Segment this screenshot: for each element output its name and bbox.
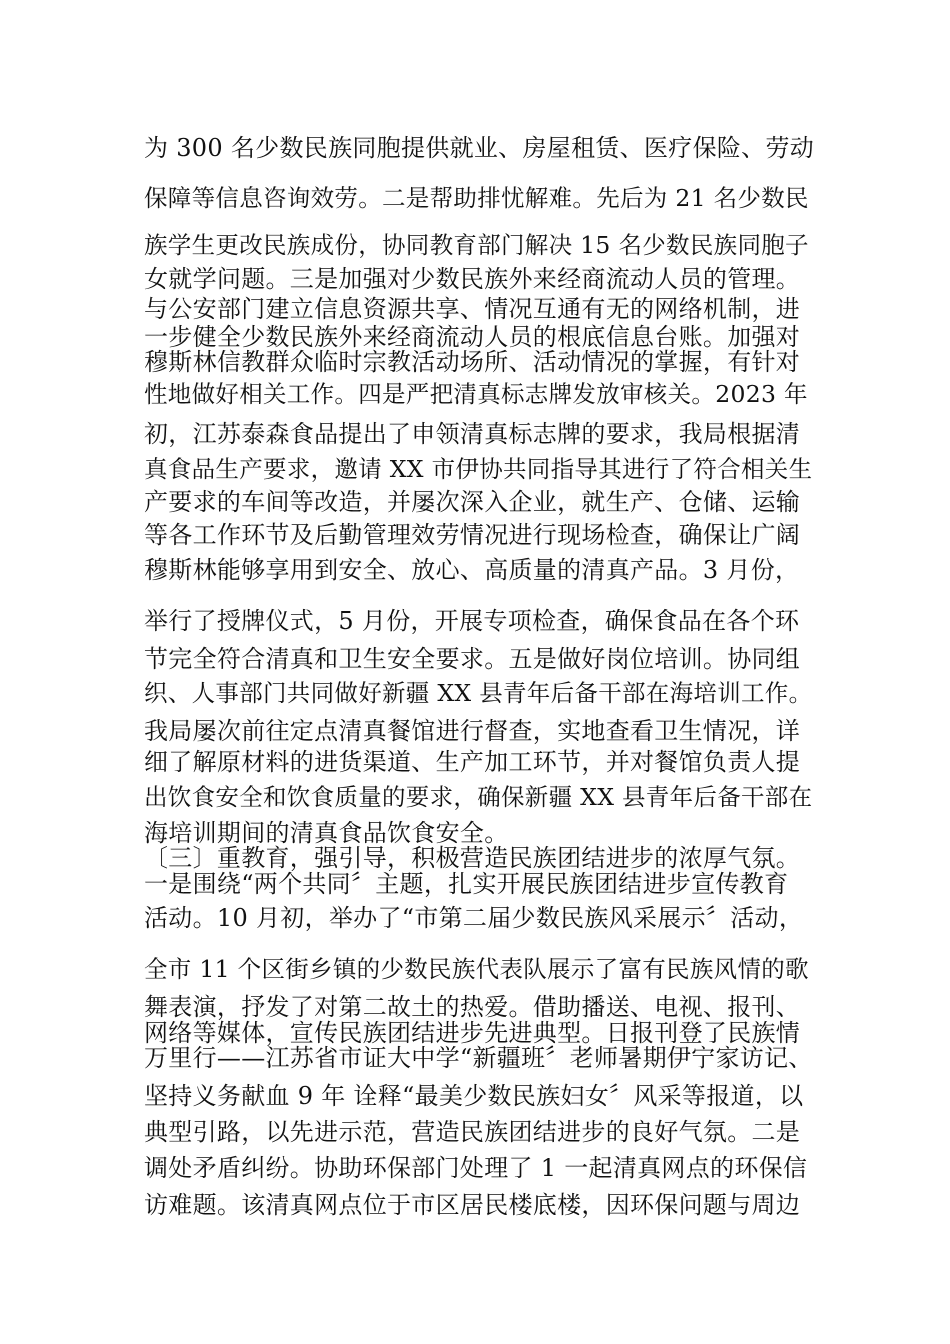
text-line: 保障等信息咨询效劳。二是帮助排忧解难。先后为 21 名少数民 [144, 184, 809, 212]
text-line: 典型引路，以先进示范，营造民族团结进步的良好气氛。二是 [144, 1118, 801, 1146]
text-line: 节完全符合清真和卫生安全要求。五是做好岗位培训。协同组 [144, 645, 801, 673]
text-line: 性地做好相关工作。四是严把清真标志牌发放审核关。2023 年 [144, 380, 808, 408]
text-line: 穆斯林信教群众临时宗教活动场所、活动情况的掌握，有针对 [144, 348, 801, 376]
text-line: 坚持义务献血 9 年 诠释“最美少数民族妇女〞风采等报道，以 [144, 1082, 804, 1110]
text-line: 〔三〕重教育，强引导，积极营造民族团结进步的浓厚气氛。 [144, 844, 801, 872]
text-line: 真食品生产要求，邀请 XX 市伊协共同指导其进行了符合相关生 [144, 455, 813, 483]
text-line: 产要求的车间等改造，并屡次深入企业，就生产、仓储、运输 [144, 488, 801, 516]
text-line: 与公安部门建立信息资源共享、情况互通有无的网络机制，进 [144, 295, 801, 323]
text-line: 舞表演，抒发了对第二故土的热爱。借助播送、电视、报刊、 [144, 993, 801, 1021]
text-line: 细了解原材料的进货渠道、生产加工环节，并对餐馆负责人提 [144, 748, 801, 776]
text-line: 织、人事部门共同做好新疆 XX 县青年后备干部在海培训工作。 [144, 679, 813, 707]
text-line: 我局屡次前往定点清真餐馆进行督查，实地查看卫生情况，详 [144, 717, 801, 745]
text-line: 一是围绕“两个共同〞主题，扎实开展民族团结进步宣传教育 [144, 870, 789, 898]
text-line: 万里行——江苏省市证大中学“新疆班〞老师暑期伊宁家访记、 [144, 1044, 813, 1072]
text-line: 全市 11 个区街乡镇的少数民族代表队展示了富有民族风情的歌 [144, 955, 809, 983]
text-line: 举行了授牌仪式，5 月份，开展专项检查，确保食品在各个环 [144, 607, 800, 635]
text-line: 出饮食安全和饮食质量的要求，确保新疆 XX 县青年后备干部在 [144, 783, 813, 811]
text-line: 访难题。该清真网点位于市区居民楼底楼，因环保问题与周边 [144, 1191, 801, 1219]
text-line: 等各工作环节及后勤管理效劳情况进行现场检查，确保让广阔 [144, 521, 801, 549]
text-line: 女就学问题。三是加强对少数民族外来经商流动人员的管理。 [144, 265, 801, 293]
text-line: 穆斯林能够享用到安全、放心、高质量的清真产品。3 月份， [144, 556, 800, 584]
text-line: 网络等媒体，宣传民族团结进步先进典型。日报刊登了民族情 [144, 1019, 801, 1047]
text-line: 调处矛盾纠纷。协助环保部门处理了 1 一起清真网点的环保信 [144, 1154, 808, 1182]
text-line: 初，江苏泰森食品提出了申领清真标志牌的要求，我局根据清 [144, 420, 801, 448]
text-line: 一步健全少数民族外来经商流动人员的根底信息台账。加强对 [144, 323, 801, 351]
text-line: 族学生更改民族成份，协同教育部门解决 15 名少数民族同胞子 [144, 231, 809, 259]
text-line: 海培训期间的清真食品饮食安全。 [144, 819, 509, 847]
text-line: 活动。10 月初，举办了“市第二届少数民族风采展示〞活动， [144, 904, 804, 932]
text-line: 为 300 名少数民族同胞提供就业、房屋租赁、医疗保险、劳动 [144, 134, 815, 162]
